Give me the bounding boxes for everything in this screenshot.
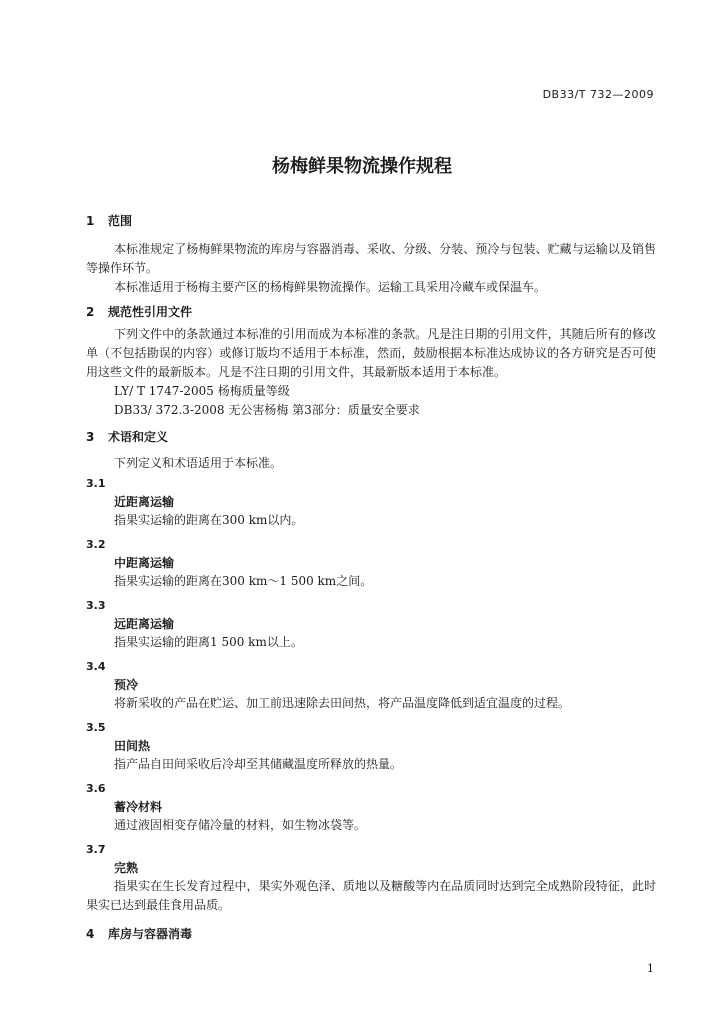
- term-number: 3.1: [86, 477, 106, 490]
- paragraph: 本标准规定了杨梅鲜果物流的库房与容器消毒、采收、分级、分装、预冷与包装、贮藏与运输以及销售等操作环节。: [86, 242, 656, 275]
- term-definition: 指产品自田间采收后冷却至其储藏温度所释放的热量。: [114, 757, 403, 771]
- section-number: 4: [86, 927, 95, 941]
- term-definition: 指果实在生长发育过程中，果实外观色泽、质地以及糖酸等内在品质同时达到完全成熟阶段特征，此时果实已达到最佳食用品质。: [86, 879, 656, 912]
- section-number: 1: [86, 214, 95, 228]
- term-number: 3.5: [86, 721, 106, 734]
- section-title: 规范性引用文件: [108, 305, 193, 319]
- section-title: 术语和定义: [108, 430, 169, 444]
- document-code: DB33/T 732—2009: [542, 88, 654, 101]
- paragraph: 下列文件中的条款通过本标准的引用而成为本标准的条款。凡是注日期的引用文件，其随后所有的修改单（不包括勘误的内容）或修订版均不适用于本标准，然而，鼓励根据本标准达成协议的各方研究是否可使用这些文件的最新版本。凡是不注日期的引用文件，其最新版本适用于本标准。: [86, 327, 656, 379]
- paragraph: 下列定义和术语适用于本标准。: [114, 456, 283, 470]
- section-4-heading: [86, 925, 656, 943]
- section-1-heading: [86, 212, 656, 230]
- term-definition: 将新采收的产品在贮运、加工前迅速除去田间热，将产品温度降低到适宜温度的过程。: [114, 696, 571, 710]
- term-title: 中距离运输: [114, 556, 175, 570]
- section-title: 库房与容器消毒: [108, 927, 193, 941]
- section-title: 范围: [108, 214, 133, 228]
- term-title: 近距离运输: [114, 495, 175, 509]
- term-number: 3.2: [86, 538, 106, 551]
- document-title: 杨梅鲜果物流操作规程: [272, 156, 452, 177]
- term-definition: 指果实运输的距离在300 km以内。: [114, 513, 304, 527]
- term-title: 远距离运输: [114, 617, 175, 631]
- paragraph: 本标准适用于杨梅主要产区的杨梅鲜果物流操作。运输工具采用冷藏车或保温车。: [114, 280, 547, 294]
- term-number: 3.7: [86, 843, 106, 856]
- term-number: 3.4: [86, 660, 106, 673]
- term-title: 完熟: [114, 861, 139, 875]
- section-number: 2: [86, 305, 95, 319]
- term-definition: 通过液固相变存储冷量的材料，如生物冰袋等。: [114, 818, 367, 832]
- term-title: 蓄冷材料: [114, 800, 163, 814]
- term-number: 3.6: [86, 782, 106, 795]
- reference-item: DB33/ 372.3-2008 无公害杨梅 第3部分：质量安全要求: [114, 403, 420, 417]
- page-number: 1: [647, 962, 654, 975]
- term-definition: 指果实运输的距离在300 km～1 500 km之间。: [114, 574, 373, 588]
- term-number: 3.3: [86, 599, 106, 612]
- term-title: 田间热: [114, 739, 151, 753]
- term-definition: 指果实运输的距离1 500 km以上。: [114, 635, 303, 649]
- section-3-heading: [86, 428, 656, 446]
- reference-item: LY/ T 1747-2005 杨梅质量等级: [114, 384, 290, 398]
- section-2-heading: [86, 303, 656, 321]
- term-title: 预冷: [114, 678, 139, 692]
- document-body: [86, 212, 656, 943]
- section-number: 3: [86, 430, 95, 444]
